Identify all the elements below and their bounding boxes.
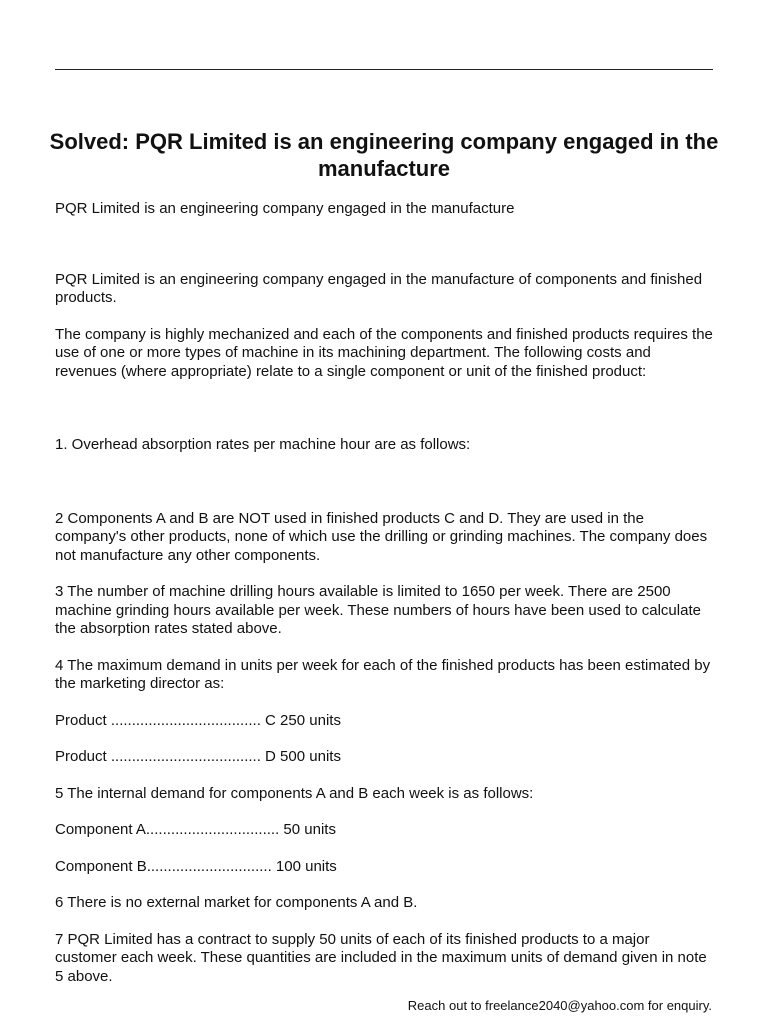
note-2: 2 Components A and B are NOT used in finished products C and D. They are used in the company's other products, none of which use the drilling or grinding machines. The company does not manufacture any other components.	[55, 509, 708, 564]
note-4: 4 The maximum demand in units per week for each of the finished products has been estimated by the marketing director as:	[55, 656, 711, 692]
subtitle: PQR Limited is an engineering company engaged in the manufacture	[55, 200, 515, 217]
product-c-line: Product .................................... C 250 units	[55, 711, 341, 729]
note-7: 7 PQR Limited has a contract to supply 50 units of each of its finished products to a major customer each week. These quantities are included in the maximum units of demand given in note 5 above.	[55, 930, 707, 985]
note-1: 1. Overhead absorption rates per machine hour are as follows:	[55, 436, 471, 453]
paragraph-intro: PQR Limited is an engineering company engaged in the manufacture of components and finished products.	[55, 270, 703, 306]
document-body	[55, 200, 715, 986]
page-title: Solved: PQR Limited is an engineering company engaged in the manufacture	[49, 129, 719, 181]
product-d-line: Product .................................... D 500 units	[55, 748, 341, 765]
note-3: 3 The number of machine drilling hours available is limited to 1650 per week. There are 2500 machine grinding hours available per week. These numbers of hours have been used to calculate the absorption rates stated above.	[55, 583, 701, 637]
note-5: 5 The internal demand for components A and B each week is as follows:	[55, 784, 534, 802]
component-b-line: Component B.............................. 100 units	[55, 857, 337, 875]
component-a-line: Component A................................ 50 units	[55, 821, 336, 838]
note-6: 6 There is no external market for components A and B.	[55, 894, 418, 911]
top-rule	[55, 69, 713, 70]
footer-enquiry: Reach out to freelance2040@yahoo.com for enquiry.	[407, 998, 712, 1013]
paragraph-company: The company is highly mechanized and each of the components and finished products requires the use of one or more types of machine in its machining department. The following costs and revenues (where appropriate) relate to a single component or unit of the finished product:	[55, 325, 713, 380]
